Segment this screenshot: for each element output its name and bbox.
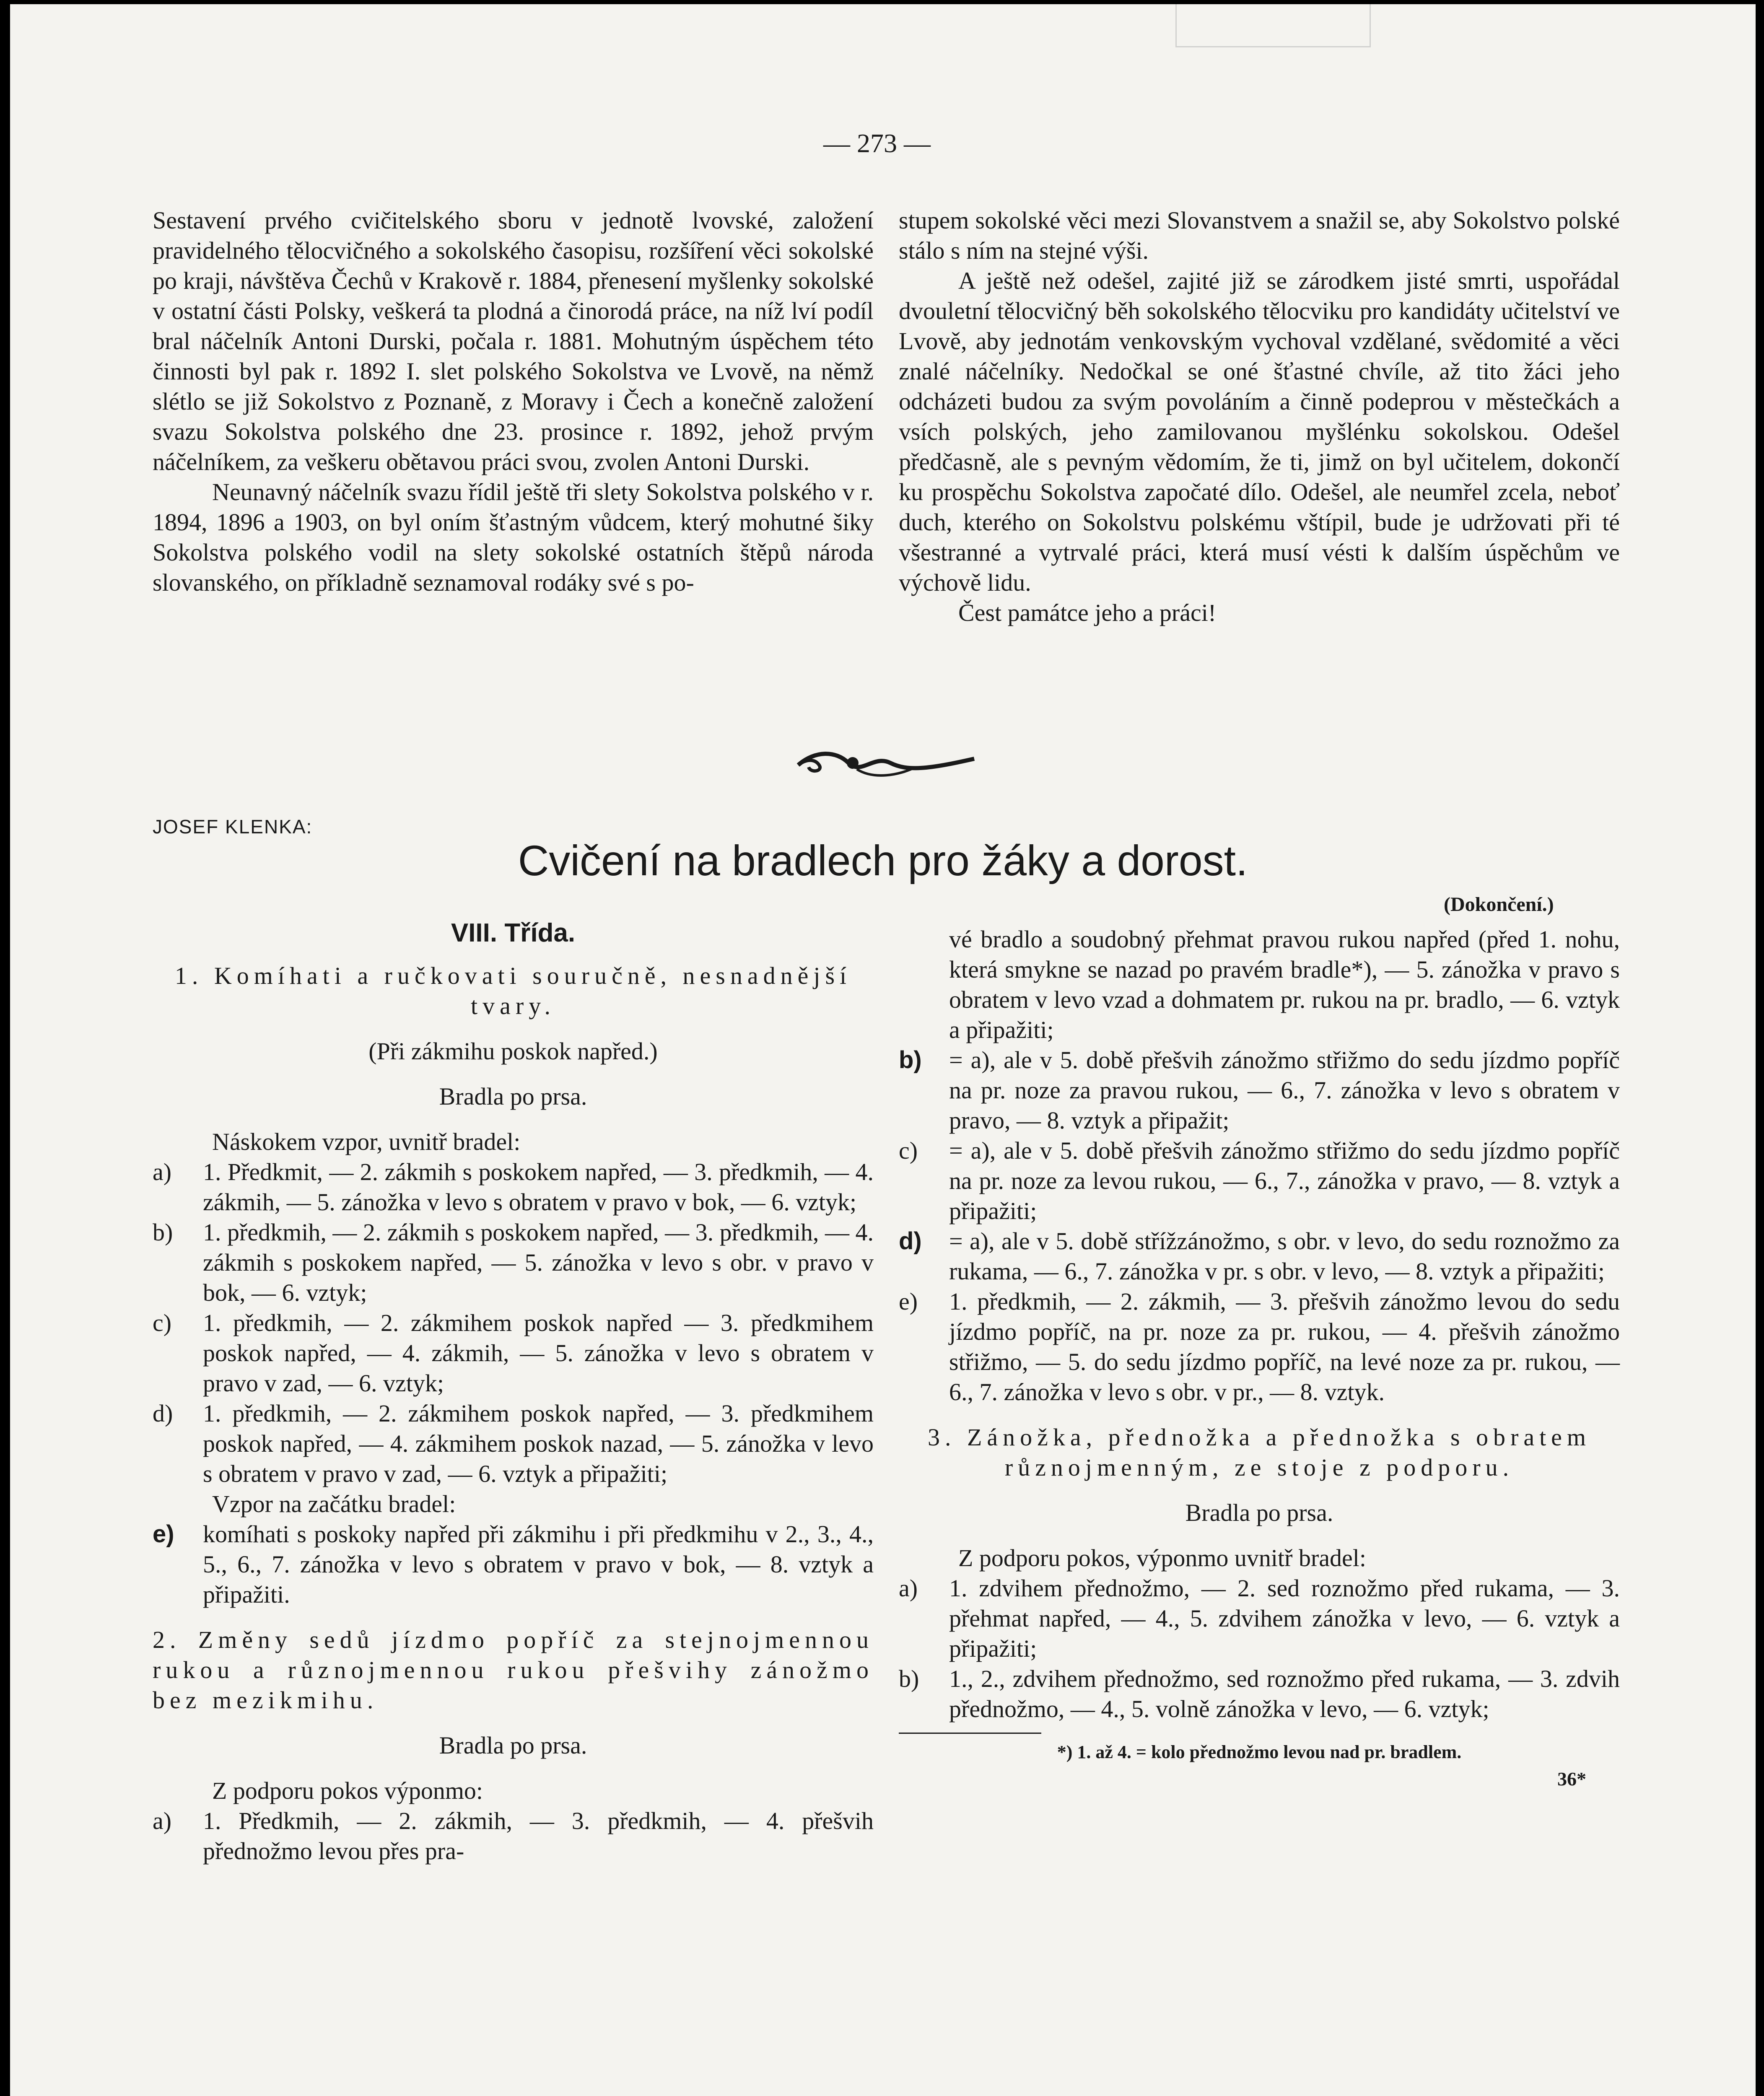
exercise-column-right [899, 924, 1620, 1794]
exercise-item: d) = a), ale v 5. době střížzánožmo, s obr. v levo, do sedu roznožmo za rukama, — 6., 7. zánožka v pr. s obr. v levo, — 8. vztyk a připažiti; [899, 1227, 1620, 1285]
paragraph: stupem sokolské věci mezi Slovanstvem a snažil se, aby Sokolstvo polské stálo s ním na stejné výši. [899, 207, 1620, 264]
closing-line: Čest památce jeho a práci! [958, 599, 1217, 626]
exercise-item-continued: vé bradlo a soudobný přehmat pravou rukou napřed (před 1. nohu, která smykne se nazad po pravém bradle*), — 5. zánožka v pravo s obratem v levo vzad a dohmatem pr. rukou na pr. bradlo, — 6. vztyk a připažiti; [949, 926, 1620, 1043]
footnote: *) 1. až 4. = kolo přednožmo levou nad pr. bradlem. [1057, 1742, 1462, 1762]
exercise-intro: Z podporu pokos výponmo: [212, 1777, 483, 1804]
paragraph: Sestavení prvého cvičitelského sboru v jednotě lvovské, založení pravidelného tělocvičného a sokolského časopisu, rozšíření věci sokolské po kraji, návštěva Čechů v Krakově r. 1884, přenesení myšlenky sokolské v ostatní části Polsky, veškerá ta plodná a činorodá práce, na níž lví podíl bral náčelník Antoni Durski, počala r. 1881. Mohutným úspěchem této činnosti byl pak r. 1892 I. slet polského Sokolstva ve Lvově, na němž slétlo se již Sokolstvo z Poznaně, z Moravy i Čech a konečně založení svazu Sokolstva polského dne 23. prosince r. 1892, jehož prvým náčelníkem, za veškeru obětavou práci svou, zvolen Antoni Durski. [153, 207, 874, 475]
exercise-item: d) 1. předkmih, — 2. zákmihem poskok napřed, — 3. předkmihem poskok napřed, — 4. zákmihem poskok nazad, — 5. zánožka v levo s obratem v pravo v zad, — 6. vztyk a připažiti; [153, 1400, 874, 1487]
exercise-item: b) = a), ale v 5. době přešvih zánožmo střižmo do sedu jízdmo popříč na pr. noze za pravou rukou, — 6., 7. zánožka v levo s obratem v pravo, — 8. vztyk a připažit; [899, 1046, 1620, 1134]
exercise-intro: Vzpor na začátku bradel: [212, 1490, 456, 1518]
exercise-item: b) 1. předkmih, — 2. zákmih s poskokem napřed, — 3. předkmih, — 4. zákmih s poskokem napřed, — 5. zánožka v levo s obr. v pravo v bok, — 6. vztyk; [153, 1219, 874, 1306]
exercise-item: b) 1., 2., zdvihem přednožmo, sed roznožmo před rukama, — 3. zdvih přednožmo, — 4., 5. volně zánožka v levo, — 6. vztyk; [899, 1665, 1620, 1722]
exercise-item: c) = a), ale v 5. době přešvih zánožmo střižmo do sedu jízdmo popříč na pr. noze za levou rukou, — 6., 7., zánožka v pravo, — 8. vztyk a připažiti; [899, 1137, 1620, 1224]
exercise-intro: Z podporu pokos, výponmo uvnitř bradel: [958, 1544, 1367, 1572]
exercise-item: e) 1. předkmih, — 2. zákmih, — 3. přešvih zánožmo levou do sedu jízdmo popříč, na pr. noze za pr. rukou, — 4. přešvih zánožmo střižmo, — 5. do sedu jízdmo popříč, na levé noze za pr. rukou, — 6., 7. zánožka v levo s obr. v pr., — 8. vztyk. [899, 1288, 1620, 1406]
exercise-column-left [153, 918, 874, 1866]
section-title: 3. Zánožka, přednožka a přednožka s obratem různojmenným, ze stoje z podporu. [927, 1424, 1591, 1481]
class-heading: VIII. Třída. [451, 918, 576, 947]
section-note: (Při zákmihu poskok napřed.) [368, 1038, 658, 1065]
article-title: Cvičení na bradlech pro žáky a dorost. [518, 837, 1248, 885]
ornament-divider [790, 746, 983, 780]
exercise-item: a) 1. Předkmit, — 2. zákmih s poskokem napřed, — 3. předkmih, — 4. zákmih, — 5. zánožka v levo s obratem v pravo v bok, — 6. vztyk; [153, 1158, 874, 1216]
exercise-item: a) 1. Předkmih, — 2. zákmih, — 3. předkmih, — 4. přešvih přednožmo levou přes pra- [153, 1807, 874, 1865]
obituary-column-left [153, 205, 874, 598]
exercise-intro: Náskokem vzpor, uvnitř bradel: [212, 1128, 521, 1155]
book-page [10, 4, 1756, 2096]
exercise-item: a) 1. zdvihem přednožmo, — 2. sed roznožmo před rukama, — 3. přehmat napřed, — 4., 5. zdvihem zánožka v levo, — 6. vztyk a připažiti; [899, 1575, 1620, 1662]
continued-note: (Dokončení.) [1444, 893, 1554, 916]
apparatus-height: Bradla po prsa. [439, 1732, 587, 1759]
apparatus-height: Bradla po prsa. [439, 1083, 587, 1110]
library-stamp [1175, 4, 1371, 47]
obituary-column-right [899, 205, 1620, 628]
section-title: 2. Změny sedů jízdmo popříč za stejnojmennou rukou a různojmennou rukou přešvihy zánožmo bez mezikmihu. [153, 1626, 874, 1714]
section-title: 1. Komíhati a ručkovati souručně, nesnadnější tvary. [174, 962, 852, 1019]
exercise-item: e) komíhati s poskoky napřed při zákmihu i při předkmihu v 2., 3., 4., 5., 6., 7. zánožka v levo s obratem v pravo v bok, — 8. vztyk a připažiti. [153, 1520, 874, 1608]
page-number: — 273 — [823, 128, 931, 158]
paragraph: Neunavný náčelník svazu řídil ještě tři slety Sokolstva polského v r. 1894, 1896 a 1903, on byl oním šťastným vůdcem, který mohutné šiky Sokolstva polského vodil na slety sokolské ostatních štěpů národa slovanského, on příkladně seznamoval rodáky své s po- [153, 478, 874, 596]
paragraph: A ještě než odešel, zajité již se zárodkem jisté smrti, uspořádal dvouletní tělocvičný běh sokolského tělocviku pro kandidáty učitelství ve Lvově, aby jednotám venkovským vychoval vzdělané, svědomité a věci znalé náčelníky. Nedočkal se oné šťastné chvíle, až tito žáci jeho odcházeti budou za svým povoláním a činně podeprou v městečkách a vsích polských, jeho zamilovanou myšlénku sokolskou. Odešel předčasně, ale s pevným vědomím, že ti, jimž on byl učitelem, dokončí ku prospěchu Sokolstva započaté dílo. Odešel, ale neumřel zcela, neboť duch, kterého on Sokolstvu polskému vštípil, bude je udržovati při té všestranné a vytrvalé práci, která musí vésti k dalším úspěchům ve výchově lidu. [899, 267, 1620, 596]
author-name: JOSEF KLENKA: [153, 816, 313, 838]
footnote-rule [899, 1733, 1041, 1734]
exercise-item: c) 1. předkmih, — 2. zákmihem poskok napřed — 3. předkmihem poskok napřed, — 4. zákmih, — 5. zánožka v levo s obratem v pravo v zad, — 6. vztyk; [153, 1309, 874, 1397]
sheet-number: 36* [1557, 1768, 1586, 1790]
apparatus-height: Bradla po prsa. [1185, 1499, 1333, 1526]
